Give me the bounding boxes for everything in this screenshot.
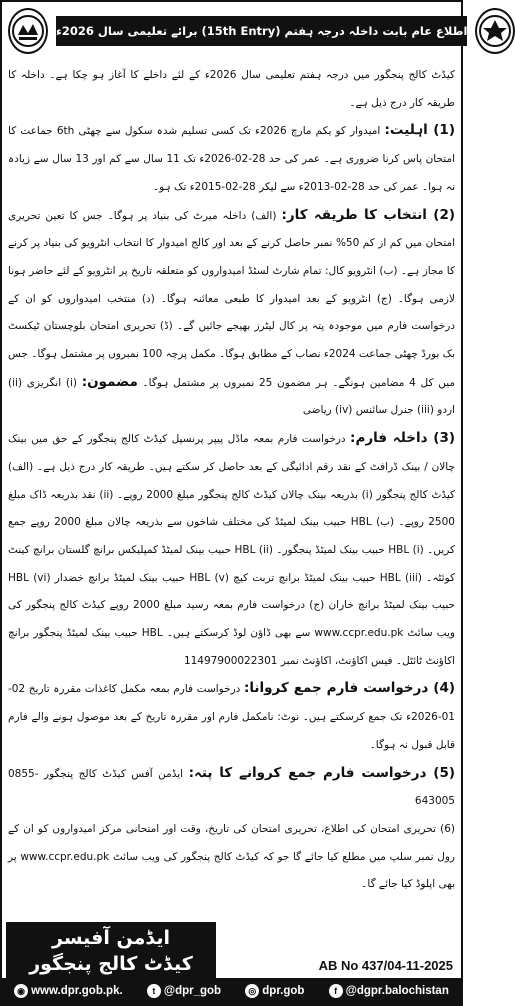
globe-icon: ◉ xyxy=(14,984,28,998)
hbl-branches-intro: (ب) HBL حبیب بینک لمیٹڈ کی مختلف شاخوں سے بذریعہ چالان مبلغ 2000 روپے جمع کریں۔ xyxy=(8,516,456,556)
social-bar xyxy=(2,978,461,1004)
dpr-balochistan-logo-icon xyxy=(8,8,48,54)
selection-interview-text: (ب) انٹرویو کال: تمام شارٹ لسٹڈ امیدواروں کو متعلقہ تاریخ پر انٹرویو کے لئے حاضر ہونا لازمی ہوگا۔ (ج) انٹرویو کے بعد امیدوار کا طبعی معائنہ ہوگا۔ (د) منتخب امیدواروں کو ان کے درخواست فارم میں موجودہ پتہ پر کال لیٹرز بھیجے جائیں گے۔ (ڈ) تحریری امتحان بلوچستان ٹیکسٹ بک بورڈ چھٹی جماعت 2024ء نصاب کے مطابق ہوگا۔ مکمل پرچہ 100 نمبروں پر مشتمل ہوگا۔ جس میں کل 4 مضامین ہونگے۔ ہر مضمون 25 نمبروں پر مشتمل ہوگا۔ xyxy=(8,264,455,389)
social-twitter-text: @dpr_gob xyxy=(163,985,222,997)
account-number: 11497900022301 xyxy=(183,654,278,667)
intro-paragraph: کیڈٹ کالج پنجگور میں درجہ ہفتم تعلیمی سال 2026ء کے لئے داخلے کا آغاز ہو چکا ہے۔ داخلہ کا طریقہ کار درج ذیل ہے۔ xyxy=(8,69,455,109)
social-facebook-text: @dgpr.balochistan xyxy=(345,985,449,997)
social-instagram[interactable] xyxy=(245,984,304,998)
section-test-info xyxy=(8,816,455,899)
balochistan-govt-emblem-icon xyxy=(475,8,515,54)
subjects-label: مضمون: xyxy=(81,373,138,390)
ab-number: AB No 437/04-11-2025 xyxy=(318,958,453,973)
hbl-branches-list: (i) HBL حبیب بینک لمیٹڈ پنجگور۔ (ii) HBL حبیب بینک لمیٹڈ کمپلیکس برانچ گلستان برانچ کینٹ کوئٹہ۔ (iii) HBL حبیب بینک لمیٹڈ برانچ تربت کیچ (v) HBL حبیب بینک لمیٹڈ برانچ خضدار (vi) HBL حبیب بینک لمیٹڈ برانچ خاران (ج) درخواست فارم بمعہ رسید مبلغ 2000 روپے کیڈٹ کالج پنجگور کی ویب سائٹ www.ccpr.edu.pk سے بھی ڈاؤن لوڈ کرسکتے ہیں۔ HBL حبیب بینک لمیٹڈ پنجگور برانچ اکاؤنٹ ٹائٹل۔ فیس اکاؤنٹ، اکاؤنٹ نمبر xyxy=(8,543,455,667)
section-eligibility xyxy=(8,117,455,201)
eligibility-text: امیدوار کو یکم مارچ 2026ء تک کسی تسلیم شدہ سکول سے چھٹی 6th جماعت کا امتحان پاس کرنا ضروری ہے۔ عمر کی حد 28-02-2026ء تک 11 سال سے کم اور 13 سال سے زیادہ نہ ہوا۔ xyxy=(8,125,455,193)
selection-merit-text: (الف) داخلہ میرٹ کی بنیاد پر ہوگا۔ جس کا تعین تحریری امتحان میں کم از کم 50% نمبر حاصل کرنے کے بعد اور کالج امیدوار کا انتخاب انٹرویو کی بنیاد پر کرنے کا مجاز ہے۔ xyxy=(8,209,455,277)
signature-title: ایڈمن آفیسر xyxy=(52,927,170,949)
section-submission xyxy=(8,675,455,759)
test-info-text: (6) تحریری امتحان کی اطلاع، تحریری امتحان کی تاریخ، وقت اور امتحانی مرکز امیدواروں کو ان کے رول نمبر سلپ میں مطلع کیا جائے گا جو کہ کیڈٹ کالج پنجگور کی ویب سائٹ www.ccpr.edu.pk پر بھی اپلوڈ کیا جائے گا۔ xyxy=(8,822,455,891)
signature-institution: کیڈٹ کالج پنجگور xyxy=(29,953,193,975)
address-heading: (5) درخواست فارم جمع کروانے کا پتہ: xyxy=(188,764,456,781)
section-selection xyxy=(8,202,455,426)
social-facebook[interactable] xyxy=(329,984,449,998)
section-admission-form xyxy=(8,425,455,675)
eligibility-heading: (1) اہلیت: xyxy=(384,122,455,139)
social-instagram-text: dpr.gob xyxy=(262,985,305,997)
address-text: ایڈمن آفس کیڈٹ کالج پنجگور xyxy=(44,767,184,780)
instagram-icon: ◎ xyxy=(245,984,259,998)
section-address xyxy=(8,760,455,816)
submission-heading: (4) درخواست فارم جمع کروانا: xyxy=(243,680,456,697)
social-website-text: www.dpr.gob.pk. xyxy=(31,985,123,997)
admission-form-text: درخواست فارم بمعہ ماڈل پیپر پرنسپل کیڈٹ کالج پنجگور کے حق میں بینک چالان / بینک ڈرافٹ کے نقد رقم ادائیگی کے بعد حاصل کر سکتے ہیں۔ طریقہ کار درج ذیل ہے۔ (الف) کیڈٹ کالج پنجگور (i) بذریعہ بینک چالان کیڈٹ کالج پنجگور مبلغ 2000 روپے۔ (ii) نقد بذریعہ ڈاک مبلغ 2500 روپے۔ xyxy=(8,433,456,529)
signature-block xyxy=(6,922,216,980)
twitter-icon: t xyxy=(147,984,161,998)
facebook-icon: f xyxy=(329,984,343,998)
phone-number: 0855-643005 xyxy=(8,767,455,808)
selection-heading: (2) انتخاب کا طریقہ کار: xyxy=(281,206,456,223)
social-website[interactable] xyxy=(14,984,123,998)
social-twitter[interactable] xyxy=(147,984,221,998)
submission-text: درخواست فارم بمعہ مکمل کاغذات مقررہ تاریخ 02-01-2026ء تک جمع کرسکتے ہیں۔ نوٹ: نامکمل فارم اور مقررہ تاریخ کے بعد موصول ہونے والے فارم قابل قبول نہ ہوگا۔ xyxy=(8,683,455,751)
notice-title: اطلاع عام بابت داخلہ درجہ ہفتم (15th Entry) برائے تعلیمی سال 2026ء xyxy=(56,16,467,46)
eligibility-age-range: عمر کی حد 28-02-2013ء سے لیکر 28-02-2015ء تک ہو۔ xyxy=(152,180,419,193)
notice-body xyxy=(8,62,455,922)
admission-form-heading: (3) داخلہ فارم: xyxy=(350,430,456,447)
notice-header xyxy=(4,4,468,58)
subjects-list: (i) انگریزی (ii) اردو (iii) جنرل سائنس (iv) ریاضی xyxy=(8,376,455,417)
